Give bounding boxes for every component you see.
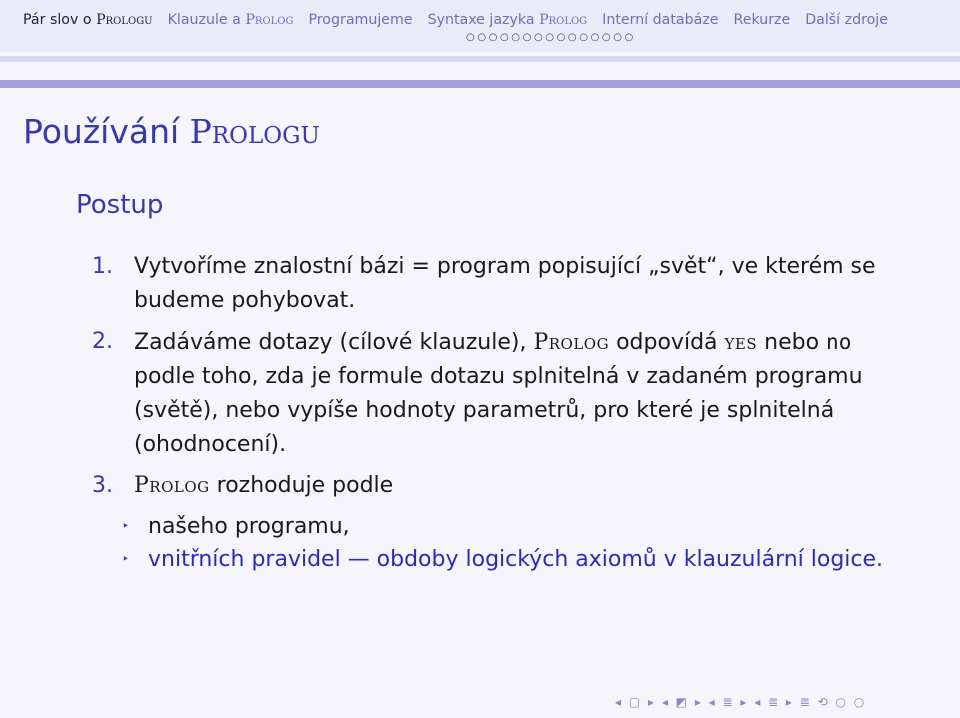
nav-section-text: Pár slov o	[23, 12, 97, 28]
block-title: Postup	[76, 190, 164, 220]
item-text-part: nebo	[757, 330, 827, 355]
nav-section-4[interactable]	[428, 12, 588, 28]
item-text-part: rozhoduje podle	[209, 473, 394, 498]
frame-dots[interactable]: ○○○○○○○○○○○○○○○	[466, 32, 636, 43]
frame-title-prolog: Prologu	[189, 112, 320, 151]
nav-section-text: Klauzule a	[167, 12, 246, 28]
sub-item-text-alert: vnitřních pravidel — obdoby logických axiomů v klauzulární logice.	[148, 547, 884, 572]
nav-section-6[interactable]	[734, 12, 791, 28]
item-text-part: odpovídá	[609, 330, 725, 355]
yes-keyword: yes	[724, 330, 758, 355]
nav-section-text: Interní databáze	[602, 12, 719, 28]
no-keyword: no	[826, 330, 852, 354]
sub-item-text: našeho programu,	[148, 514, 350, 539]
frame-title-text: Používání	[23, 112, 190, 151]
list-item-1	[92, 250, 892, 318]
list-item-3	[92, 469, 892, 503]
nav-section-prolog: Prologu	[96, 12, 153, 28]
enumerate-list	[92, 250, 892, 576]
nav-section-3[interactable]	[308, 12, 412, 28]
section-links	[23, 12, 903, 28]
nav-section-2[interactable]	[168, 12, 294, 28]
prolog-keyword: Prolog	[533, 330, 610, 355]
prolog-keyword: Prolog	[134, 473, 210, 498]
item-number: 2.	[92, 329, 113, 354]
nav-section-text: Syntaxe jazyka	[427, 12, 540, 28]
sub-list	[92, 510, 892, 576]
item-text: Vytvoříme znalostní bázi = program popisující „svět“, ve kterém se budeme pohybovat.	[134, 254, 876, 313]
sub-list-item-1	[122, 510, 892, 543]
nav-section-text: Rekurze	[733, 12, 791, 28]
triangle-bullet-icon: ‣	[122, 552, 130, 566]
frame-title	[23, 112, 320, 151]
nav-section-7[interactable]	[805, 12, 888, 28]
nav-section-prolog: Prolog	[245, 12, 294, 28]
nav-section-text: Další zdroje	[805, 12, 888, 28]
section-navigation-bar	[0, 0, 960, 52]
header-band-light	[0, 56, 960, 62]
nav-section-5[interactable]	[602, 12, 718, 28]
header-band-dark	[0, 80, 960, 88]
item-number: 1.	[92, 254, 113, 279]
sub-list-item-2	[122, 543, 892, 576]
item-text	[134, 469, 892, 503]
nav-section-prolog: Prolog	[539, 12, 588, 28]
triangle-bullet-icon: ‣	[122, 519, 130, 533]
item-number: 3.	[92, 473, 113, 498]
nav-section-1[interactable]	[23, 12, 153, 28]
item-text-part: Zadáváme dotazy (cílové klauzule),	[134, 330, 534, 355]
item-text	[134, 325, 892, 462]
item-text-part: podle toho, zda je formule dotazu splnitelná v zadaném programu (světě), nebo vypíše hodnoty parametrů, pro které je splnitelná (ohodnocení).	[134, 364, 863, 457]
beamer-navigation-symbols[interactable]: ◂ ▢ ▸ ◂ ◩ ▸ ◂ ≣ ▸ ◂ ≣ ▸ ≣ ⟲ ○ ○	[615, 695, 867, 709]
list-item-2	[92, 325, 892, 462]
nav-section-text: Programujeme	[308, 12, 413, 28]
